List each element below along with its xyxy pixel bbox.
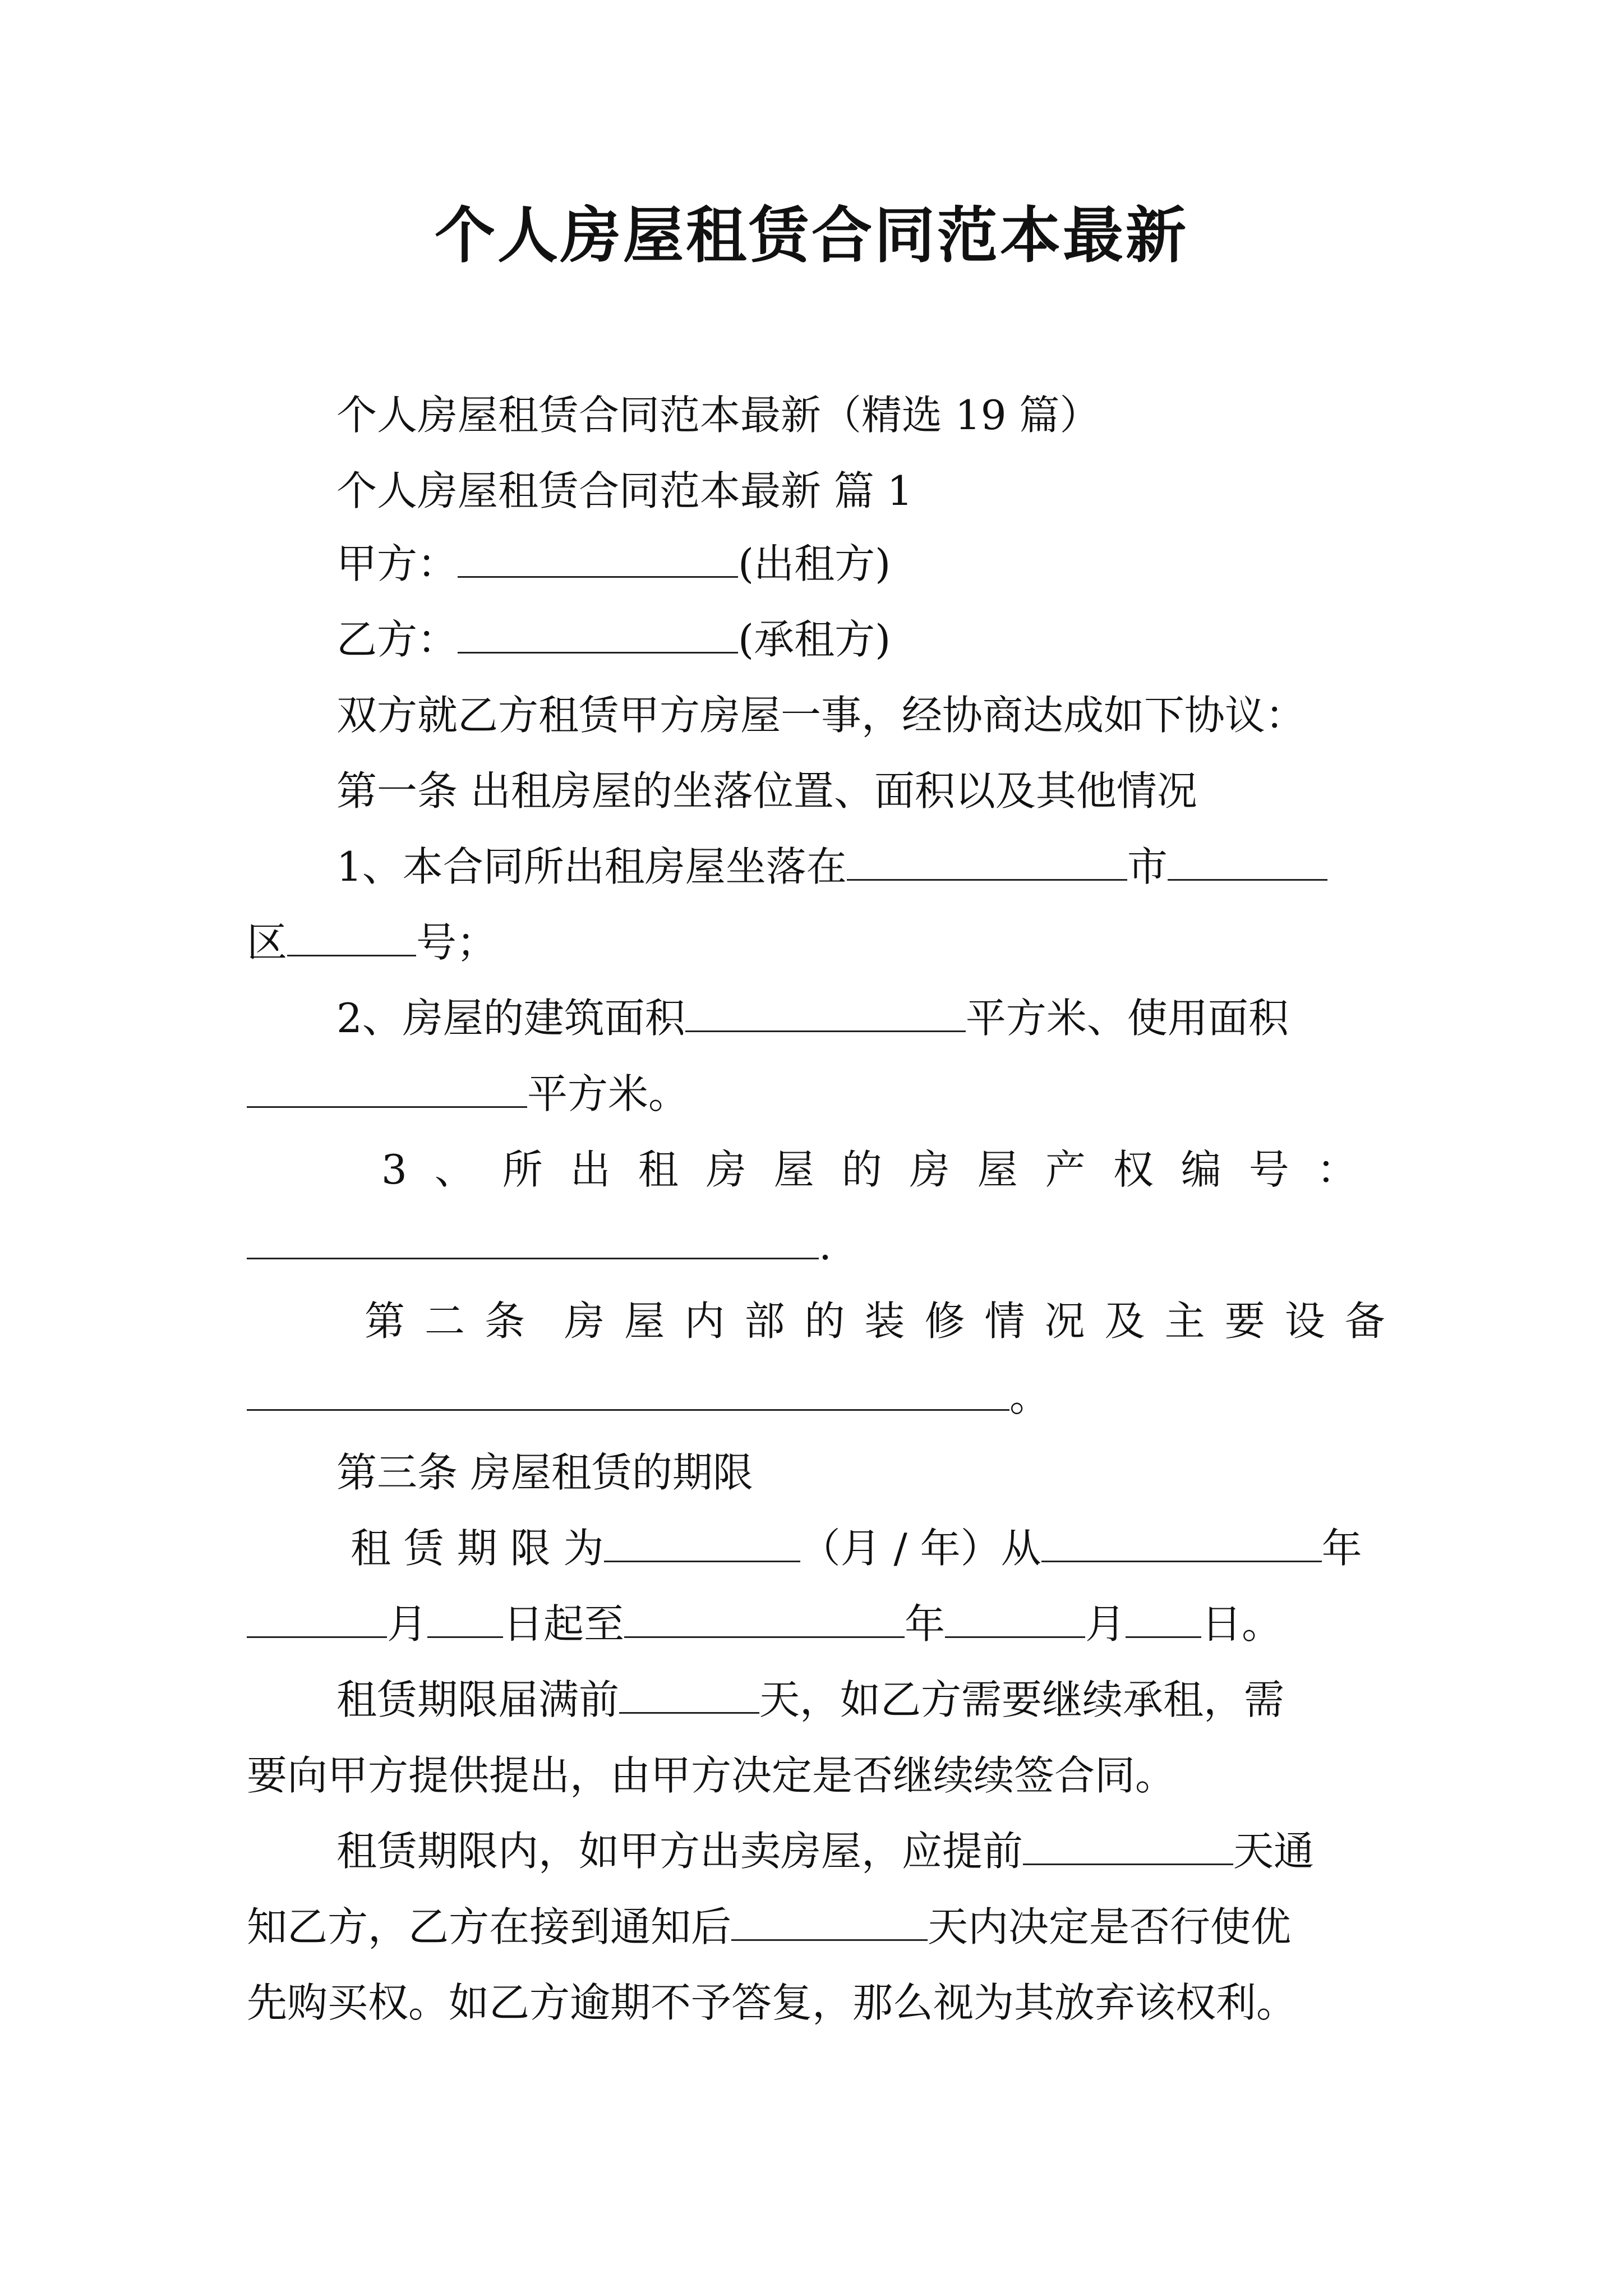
clause-2-unit: 平方米。 (527, 1070, 689, 1117)
clause-3-char: 房 (909, 1146, 950, 1193)
article-2-char: 主 (1164, 1297, 1205, 1345)
number-label: 号； (416, 919, 497, 966)
article-2-heading (365, 1293, 1385, 1349)
clause-3-char: 屋 (773, 1146, 814, 1193)
number-blank (287, 915, 416, 956)
article-2-char: 二 (425, 1297, 465, 1345)
article-2-char: 屋 (624, 1297, 665, 1345)
usable-area-blank (247, 1067, 527, 1108)
term-length-blank (604, 1521, 800, 1562)
party-b-role: (承租方) (738, 616, 891, 663)
clause-1-text: 1、本合同所出租房屋坐落在 (336, 843, 847, 890)
article-2-char: 要 (1224, 1297, 1265, 1345)
article-2-char: 备 (1344, 1297, 1385, 1345)
article-2-cont (247, 1369, 1050, 1425)
sale-notice-text: 租赁期限内，如甲方出卖房屋，应提前 (336, 1828, 1023, 1875)
section-heading: 个人房屋租赁合同范本最新 篇 1 (336, 467, 913, 514)
district-blank (1168, 840, 1327, 881)
clause-3-char: 房 (706, 1146, 746, 1193)
article-2-char: 部 (744, 1297, 785, 1345)
article-2-char: 况 (1044, 1297, 1085, 1345)
article-1-heading: 第一条 出租房屋的坐落位置、面积以及其他情况 (336, 767, 1197, 815)
start-day-label: 日起至 (503, 1600, 625, 1648)
clause-3-char: 租 (638, 1146, 679, 1193)
renewal-text-b: 天，如乙方需要继续承租，需 (759, 1676, 1285, 1723)
lease-term-label: 租 赁 期 限 为 (351, 1525, 604, 1572)
party-a-role: (出租方) (738, 540, 891, 587)
party-a-label: 甲方： (336, 540, 458, 587)
clause-3-char: 产 (1045, 1146, 1086, 1193)
party-b-label: 乙方： (336, 616, 458, 663)
article-2-char: 的 (804, 1297, 845, 1345)
preemption-text-b: 天内决定是否行使优 (928, 1903, 1292, 1950)
renewal-days-blank (619, 1673, 759, 1714)
clause-3-char: ： (1316, 1146, 1357, 1193)
lease-term-line (351, 1520, 1362, 1576)
sale-notice-text-b: 天通 (1233, 1828, 1315, 1875)
party-a-line (336, 536, 891, 592)
party-b-line (336, 611, 891, 668)
property-number-blank (247, 1218, 819, 1259)
renewal-text: 租赁期限届满前 (336, 1676, 620, 1723)
clause-2-text: 2、房屋的建筑面积 (336, 995, 685, 1042)
preemption-text: 知乙方，乙方在接到通知后 (247, 1903, 732, 1950)
clause-3-cont (247, 1217, 832, 1273)
party-a-blank (458, 537, 738, 578)
start-day-blank (427, 1597, 503, 1638)
clause-3-line (381, 1142, 1357, 1198)
article-2-char: 装 (864, 1297, 905, 1345)
article-2-char: 房 (564, 1297, 605, 1345)
start-month-label: 月 (387, 1600, 428, 1648)
document-title: 个人房屋租赁合同范本最新 (434, 200, 1188, 271)
clause-2-text-b: 平方米、使用面积 (965, 995, 1289, 1042)
start-year-label: 年 (1321, 1525, 1362, 1572)
notice-days-blank (1023, 1824, 1233, 1865)
party-b-blank (458, 613, 738, 654)
district-label: 区 (247, 919, 288, 966)
end-month-label: 月 (1085, 1600, 1126, 1648)
end-day-label: 日。 (1201, 1600, 1283, 1648)
article-2-char: 第 (365, 1297, 405, 1345)
clause-3-char: 的 (841, 1146, 882, 1193)
end-day-blank (1126, 1597, 1201, 1638)
lease-date-line (247, 1596, 1282, 1652)
city-label: 市 (1127, 843, 1168, 890)
start-year-blank (1041, 1521, 1322, 1562)
building-area-blank (685, 991, 966, 1032)
clause-3-char: 号 (1248, 1146, 1289, 1193)
subtitle-line: 个人房屋租赁合同范本最新（精选 19 篇） (336, 392, 1100, 439)
waiver-line: 先购买权。如乙方逾期不予答复，那么视为其放弃该权利。 (247, 1979, 1297, 2026)
article-2-char: 修 (924, 1297, 965, 1345)
decision-days-blank (731, 1900, 928, 1941)
article-2-char: 及 (1104, 1297, 1145, 1345)
end-month-blank (945, 1597, 1085, 1638)
clause-3-char: 权 (1113, 1146, 1154, 1193)
city-blank (847, 840, 1127, 881)
end-year-label: 年 (905, 1600, 946, 1648)
clause-3-char: 屋 (977, 1146, 1018, 1193)
agreement-intro: 双方就乙方租赁甲方房屋一事，经协商达成如下协议： (336, 692, 1306, 739)
preemption-line (247, 1899, 1291, 1955)
clause-3-end: . (819, 1222, 832, 1269)
renewal-line (336, 1672, 1284, 1728)
end-year-blank (624, 1597, 905, 1638)
renewal-cont: 要向甲方提供提出，由甲方决定是否继续续签合同。 (247, 1752, 1176, 1799)
clause-2-cont (247, 1066, 689, 1122)
sale-notice-line (336, 1823, 1314, 1879)
equipment-blank (247, 1370, 1009, 1411)
term-unit-label: （月 / 年）从 (800, 1525, 1041, 1572)
article-2-end: 。 (1009, 1373, 1050, 1420)
clause-2-line (336, 990, 1289, 1046)
clause-1-line (336, 839, 1327, 895)
article-2-char: 条 (485, 1297, 525, 1345)
article-3-heading: 第三条 房屋租赁的期限 (336, 1449, 753, 1496)
clause-3-char: 编 (1181, 1146, 1221, 1193)
clause-3-char: 3 (381, 1146, 407, 1193)
article-2-char: 内 (684, 1297, 725, 1345)
clause-1-cont (247, 914, 497, 970)
clause-3-char: 出 (570, 1146, 611, 1193)
article-2-char: 设 (1284, 1297, 1325, 1345)
start-month-blank (247, 1597, 387, 1638)
clause-3-char: 、 (434, 1146, 475, 1193)
clause-3-char: 所 (502, 1146, 543, 1193)
article-2-char: 情 (984, 1297, 1025, 1345)
